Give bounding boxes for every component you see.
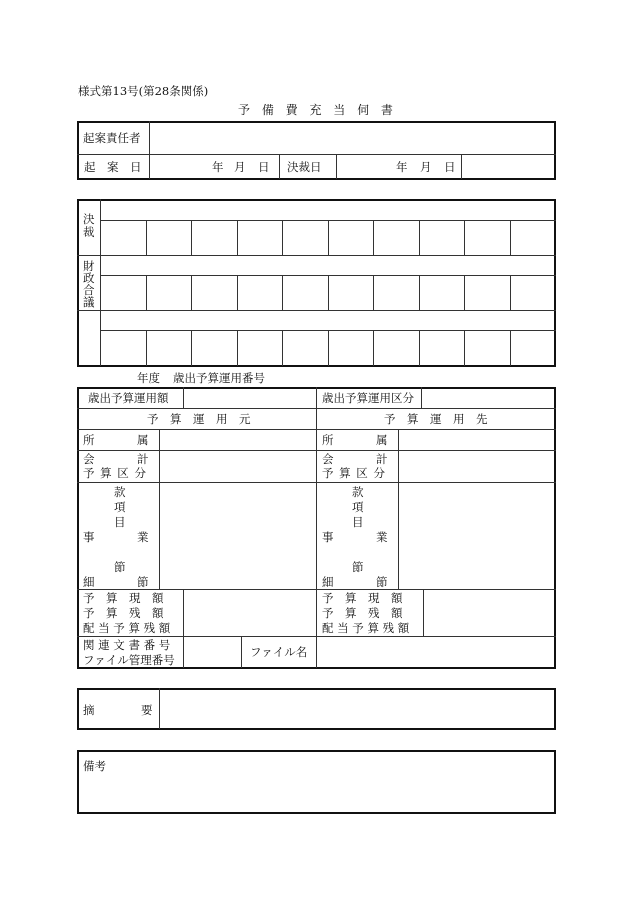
decision-year: 年 [396,160,408,174]
dest-allocated-remaining-label: 配 当 予 算 残 額 [322,621,410,635]
file-mgmt-label: ファイル管理番号 [83,653,175,667]
source-jigyo-label: 事 業 [83,530,151,544]
decision-day: 日 [444,160,456,174]
source-kou-label: 項 [114,500,126,514]
dest-current-budget-label: 予 算 現 額 [322,591,403,605]
draft-date-label: 起 案 日 [84,160,142,174]
source-header: 予 算 運 用 元 [147,412,251,426]
decision-label: 決裁 [83,212,95,239]
destination-header: 予 算 運 用 先 [384,412,488,426]
file-name-label: ファイル名 [250,645,308,659]
source-current-budget-label: 予 算 現 額 [83,591,164,605]
form-number: 様式第13号(第28条関係) [78,84,209,98]
decision-date-label: 決裁日 [287,160,322,174]
dest-account-label: 会 計 [322,452,390,466]
remarks-field[interactable] [79,775,554,812]
expenditure-number-label: 歳出予算運用番号 [173,371,265,385]
draft-year: 年 [212,160,224,174]
draft-day: 日 [258,160,270,174]
dest-affiliation-label: 所 属 [322,433,390,447]
amount-label: 歳出予算運用額 [88,391,169,405]
finance-label: 財政合議 [83,259,95,309]
draft-month: 月 [234,160,246,174]
dest-kan-label: 款 [352,485,364,499]
dest-jigyo-label: 事 業 [322,530,390,544]
summary-field[interactable] [161,690,554,728]
category-label: 歳出予算運用区分 [322,391,414,405]
summary-label: 摘 要 [83,703,156,717]
dest-kou-label: 項 [352,500,364,514]
source-moku-label: 目 [114,515,126,529]
dest-budget-division-label: 予 算 区 分 [322,466,386,480]
source-remaining-budget-label: 予 算 残 額 [83,606,164,620]
drafter-label: 起案責任者 [83,131,141,145]
related-doc-label: 関 連 文 書 番 号 [83,638,171,652]
dest-saisetsu-label: 細 節 [322,575,390,589]
source-setsu-label: 節 [114,560,126,574]
source-affiliation-label: 所 属 [83,433,151,447]
fiscal-year-label: 年度 [137,371,160,385]
source-saisetsu-label: 細 節 [83,575,151,589]
source-budget-division-label: 予 算 区 分 [83,466,147,480]
dest-moku-label: 目 [352,515,364,529]
source-kan-label: 款 [114,485,126,499]
drafter-field[interactable] [151,123,554,153]
source-allocated-remaining-label: 配 当 予 算 残 額 [83,621,171,635]
source-account-label: 会 計 [83,452,151,466]
remarks-label: 備考 [83,759,106,773]
page-title: 予 備 費 充 当 伺 書 [238,103,397,117]
dest-remaining-budget-label: 予 算 残 額 [322,606,403,620]
dest-setsu-label: 節 [352,560,364,574]
approval-table [77,199,556,367]
decision-month: 月 [420,160,432,174]
